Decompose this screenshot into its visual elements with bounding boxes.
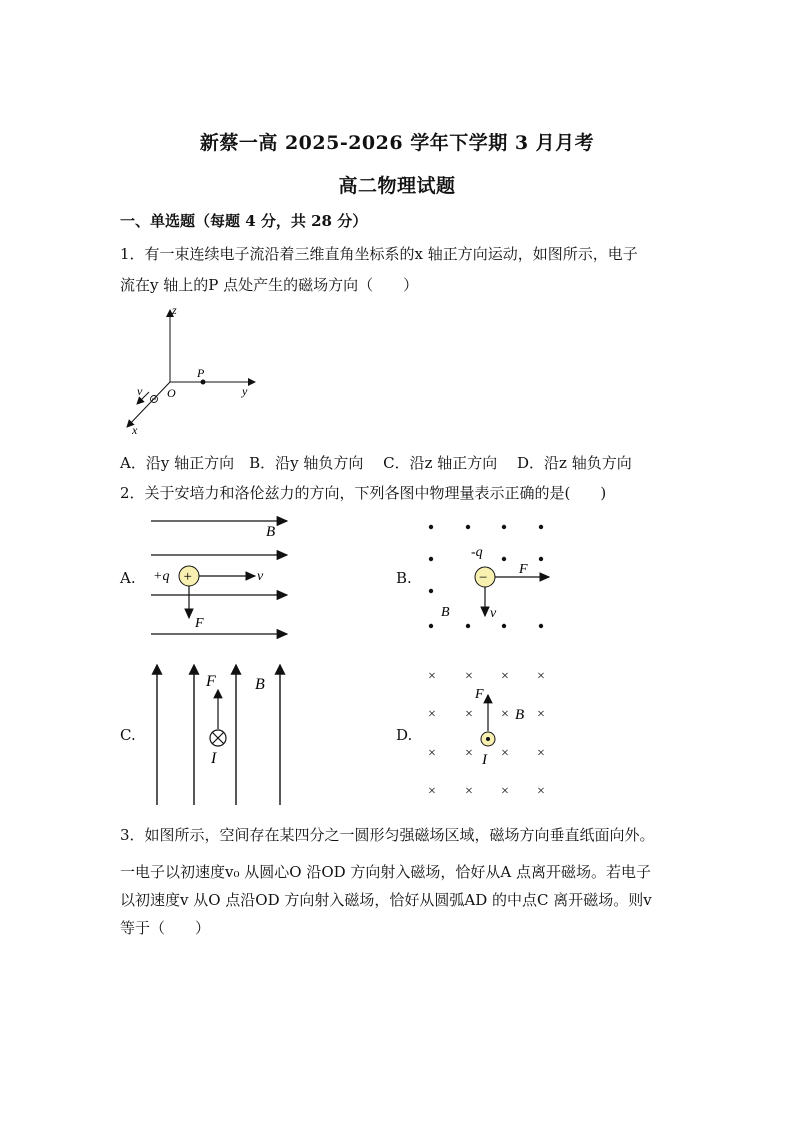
q2-option-a-label: A. [120, 569, 136, 587]
svg-text:+: + [183, 569, 192, 585]
section-heading: 一、单选题（每题 4 分，共 28 分） [120, 212, 368, 230]
f-label: F [195, 616, 204, 631]
b-label: B [441, 605, 450, 620]
svg-text:×: × [428, 669, 436, 684]
q3-stem-line2: 一电子以初速度v₀ 从圆心O 沿OD 方向射入磁场，恰好从A 点离开磁场。若电子 [120, 863, 652, 881]
svg-text:×: × [501, 746, 509, 761]
svg-text:×: × [428, 784, 436, 799]
svg-text:×: × [465, 669, 473, 684]
q1-axes-figure [115, 300, 275, 440]
x-label: x [132, 423, 138, 437]
q2-figure-b [415, 510, 565, 640]
q2-figure-a [145, 510, 295, 650]
svg-text:×: × [465, 707, 473, 722]
v-label: v [490, 606, 497, 621]
svg-text:×: × [428, 707, 436, 722]
q2-option-b-label: B. [396, 569, 412, 587]
q3-stem-line4: 等于（ ） [120, 919, 211, 937]
b-label: B [255, 676, 265, 693]
f-label: F [475, 687, 484, 702]
v-label: v [257, 569, 264, 584]
q1-stem-line1: 1．有一束连续电子流沿着三维直角坐标系的x 轴正方向运动，如图所示，电子 [120, 245, 638, 263]
y-label: y [242, 384, 248, 398]
svg-text:×: × [537, 707, 545, 722]
exam-subtitle: 高二物理试题 [338, 175, 456, 197]
i-label: I [211, 750, 217, 767]
z-label: z [172, 303, 177, 317]
svg-text:×: × [465, 784, 473, 799]
q3-stem-line1: 3．如图所示，空间存在某四分之一圆形匀强磁场区域，磁场方向垂直纸面向外。 [120, 826, 655, 844]
q1-options: A．沿y 轴正方向 B．沿y 轴负方向 C．沿z 轴正方向 D．沿z 轴负方向 [120, 454, 632, 472]
q2-option-d-label: D. [396, 726, 413, 744]
v-label: v [137, 384, 143, 398]
f-label: F [519, 562, 528, 577]
svg-text:−: − [479, 570, 488, 586]
p-label: P [197, 366, 205, 380]
b-label: B [515, 707, 525, 723]
q2-stem: 2．关于安培力和洛伦兹力的方向，下列各图中物理量表示正确的是( ) [120, 484, 607, 502]
svg-text:×: × [501, 669, 509, 684]
point-p [201, 380, 206, 385]
svg-text:×: × [537, 784, 545, 799]
x-axis [127, 382, 170, 427]
i-label: I [482, 752, 487, 768]
origin-label: O [167, 386, 176, 400]
svg-text:×: × [537, 746, 545, 761]
exam-title: 新蔡一高 2025-2026 学年下学期 3 月月考 [199, 132, 595, 154]
svg-text:×: × [501, 707, 509, 722]
charge-label: +q [153, 569, 170, 584]
svg-text:×: × [428, 746, 436, 761]
b-label: B [266, 524, 276, 540]
svg-text:×: × [537, 669, 545, 684]
q2-option-c-label: C. [120, 726, 136, 744]
q1-stem-line2: 流在y 轴上的P 点处产生的磁场方向（ ） [120, 276, 419, 294]
svg-text:×: × [501, 784, 509, 799]
svg-text:×: × [465, 746, 473, 761]
charge-label: -q [471, 545, 483, 560]
q3-stem-line3: 以初速度v 从O 点沿OD 方向射入磁场，恰好从圆弧AD 的中点C 离开磁场。则v [120, 891, 652, 909]
q2-figure-c [145, 655, 295, 810]
f-label: F [206, 673, 216, 690]
q2-figure-d [415, 660, 565, 805]
